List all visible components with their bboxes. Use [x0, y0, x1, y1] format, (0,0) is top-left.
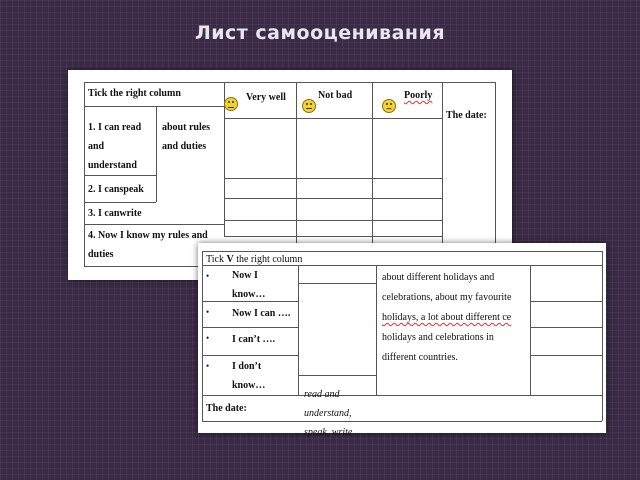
bullet-icon: •: [206, 307, 210, 317]
smiley-neutral-icon: [302, 99, 316, 113]
date-label: The date:: [446, 110, 487, 121]
self-assessment-table-2: [198, 243, 606, 438]
row1-label: 1. I can read and understand: [88, 122, 142, 171]
bullet-icon: •: [206, 271, 210, 281]
bullet-icon: •: [206, 333, 210, 343]
topics-cell: about different holidays and celebrations, about my favourite holidays, a lot about different ce holidays and celebrations in different countries.: [382, 272, 512, 363]
slide-title: Лист самооценивания: [194, 22, 446, 44]
row-now-i-know: Now I know…: [232, 270, 266, 300]
column-not-bad: Not bad: [318, 90, 353, 101]
skills-italic-cell: read and understand, speak, write: [304, 389, 353, 438]
row-i-cant: I can’t ….: [232, 334, 276, 345]
row-now-i-can: Now I can ….: [232, 308, 291, 319]
row3-label: 3. I canwrite: [88, 208, 142, 219]
table-header: Tick the right column: [88, 88, 181, 99]
smiley-sad-icon: [382, 99, 396, 113]
row2-label: 2. I canspeak: [88, 184, 144, 195]
smiley-happy-icon: [224, 97, 238, 111]
column-poorly: Poorly: [404, 90, 433, 101]
row4-label: 4. Now I know my rules and duties: [88, 230, 208, 260]
date-label: The date:: [206, 403, 247, 414]
row1-topic: about rules and duties: [162, 122, 211, 152]
row-i-dont-know: I don’t know…: [232, 361, 266, 391]
column-very-well: Very well: [246, 92, 286, 103]
table-header: Tick V the right column: [206, 254, 303, 265]
bullet-icon: •: [206, 361, 210, 371]
